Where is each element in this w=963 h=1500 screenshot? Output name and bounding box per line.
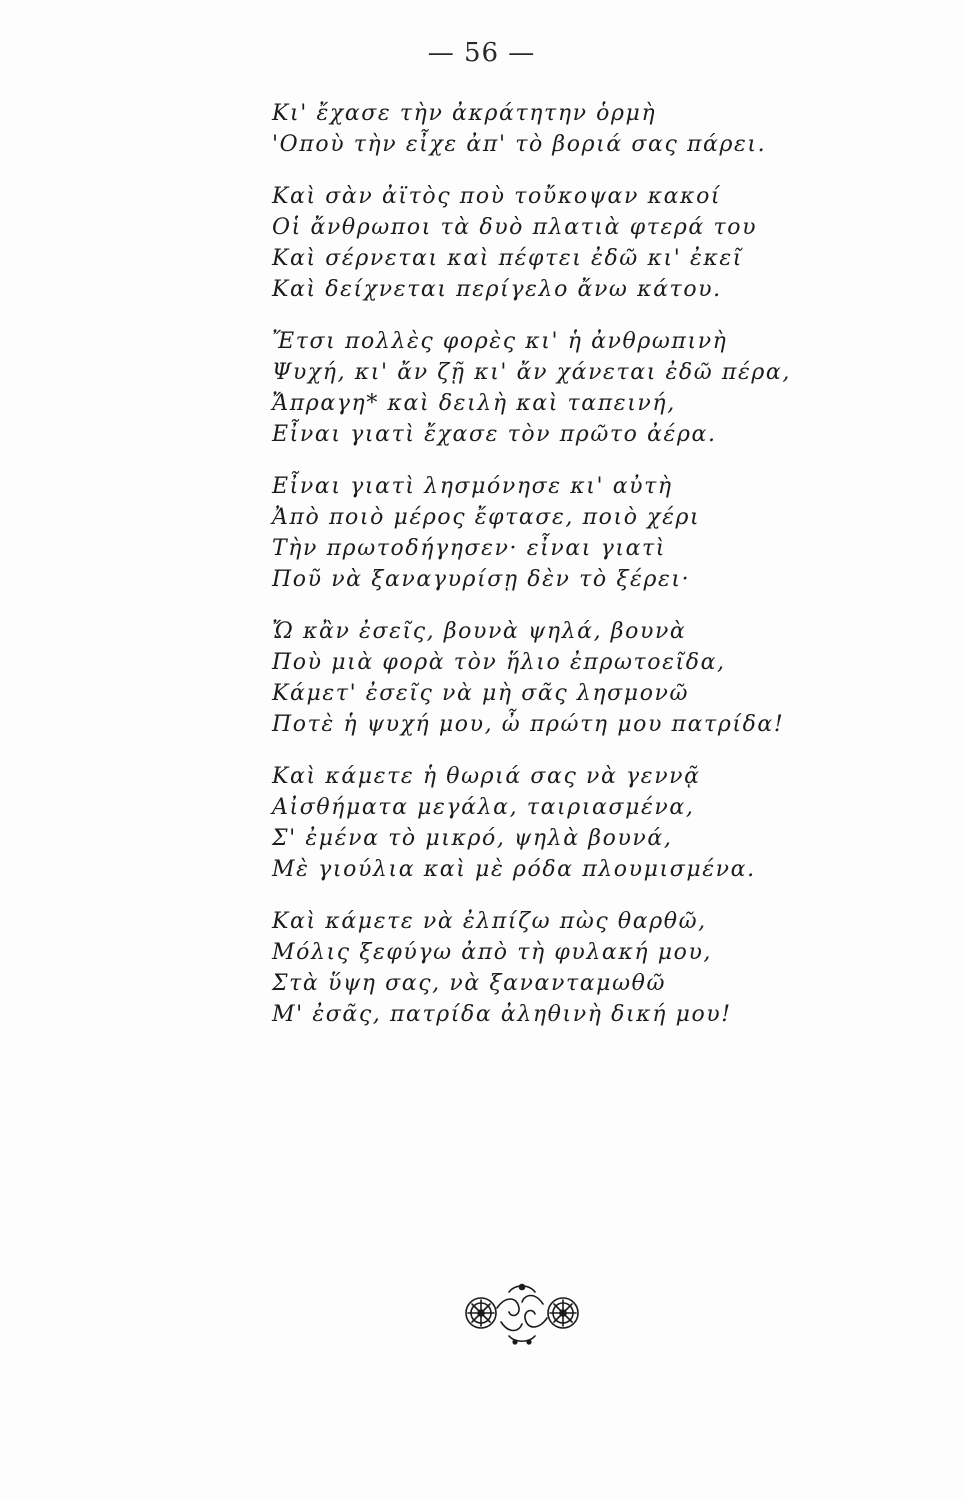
poem-line: Μὲ γιούλια καὶ μὲ ρόδα πλουμισμένα. <box>272 857 756 882</box>
stanza-5 <box>272 616 912 740</box>
poem-line: Κάμετ' ἐσεῖς νὰ μὴ σᾶς λησμονῶ <box>272 681 690 706</box>
stanza-6 <box>272 761 912 885</box>
stanza-2 <box>272 181 912 305</box>
page-number: — 56 — <box>427 38 536 68</box>
stanza-3 <box>272 326 912 450</box>
poem-line: Εἶναι γιατὶ λησμόνησε κι' αὐτὴ <box>272 474 673 499</box>
poem-line: Κι' ἔχασε τὴν ἀκράτητην ὁρμὴ <box>272 101 657 126</box>
poem-line: Ἄπραγη* καὶ δειλὴ καὶ ταπεινή, <box>272 391 676 416</box>
poem-line: Εἶναι γιατὶ ἔχασε τὸν πρῶτο ἀέρα. <box>272 422 717 447</box>
poem-line: Μ' ἐσᾶς, πατρίδα ἀληθινὴ δική μου! <box>272 1002 732 1027</box>
poem-line: Καὶ κάμετε νὰ ἐλπίζω πὼς θαρθῶ, <box>272 909 707 934</box>
poem-line: Αἰσθήματα μεγάλα, ταιριασμένα, <box>272 795 695 820</box>
stanza-7 <box>272 906 912 1030</box>
poem-line: Μόλις ξεφύγω ἀπὸ τὴ φυλακή μου, <box>272 940 713 965</box>
poem-line: Οἱ ἄνθρωποι τὰ δυὸ πλατιὰ φτερά του <box>272 215 758 240</box>
poem-line: Ἀπὸ ποιὸ μέρος ἔφτασε, ποιὸ χέρι <box>272 505 701 530</box>
poem-line: Καὶ σὰν ἀϊτὸς ποὺ τοὔκοψαν κακοί <box>272 184 722 209</box>
poem-line: Καὶ κάμετε ἡ θωριά σας νὰ γεννᾷ <box>272 764 701 789</box>
poem-line: Ὤ κἂν ἐσεῖς, βουνὰ ψηλά, βουνὰ <box>272 619 687 644</box>
stanza-4 <box>272 471 912 595</box>
poem-line: Ποῦ νὰ ξαναγυρίσῃ δὲν τὸ ξέρει· <box>272 567 691 592</box>
poem-line: Ἔτσι πολλὲς φορὲς κι' ἡ ἀνθρωπινὴ <box>272 329 728 354</box>
poem-line: 'Οποὺ τὴν εἶχε ἀπ' τὸ βοριά σας πάρει. <box>272 132 767 157</box>
floral-tailpiece-icon <box>457 1278 587 1348</box>
poem-line: Τὴν πρωτοδήγησεν· εἶναι γιατὶ <box>272 536 667 561</box>
poem-line: Ψυχή, κι' ἄν ζῇ κι' ἄν χάνεται ἐδῶ πέρα, <box>272 360 791 385</box>
stanza-1 <box>272 98 912 160</box>
poem <box>272 98 912 1051</box>
poem-line: Καὶ σέρνεται καὶ πέφτει ἐδῶ κι' ἐκεῖ <box>272 246 744 271</box>
poem-line: Στὰ ὕψη σας, νὰ ξανανταμωθῶ <box>272 971 667 996</box>
poem-line: Καὶ δείχνεται περίγελο ἄνω κάτου. <box>272 277 722 302</box>
poem-line: Σ' ἐμένα τὸ μικρό, ψηλὰ βουνά, <box>272 826 673 851</box>
poem-line: Ποτὲ ἡ ψυχή μου, ὦ πρώτη μου πατρίδα! <box>272 712 785 737</box>
poem-line: Ποὺ μιὰ φορὰ τὸν ἥλιο ἐπρωτοεῖδα, <box>272 650 726 675</box>
